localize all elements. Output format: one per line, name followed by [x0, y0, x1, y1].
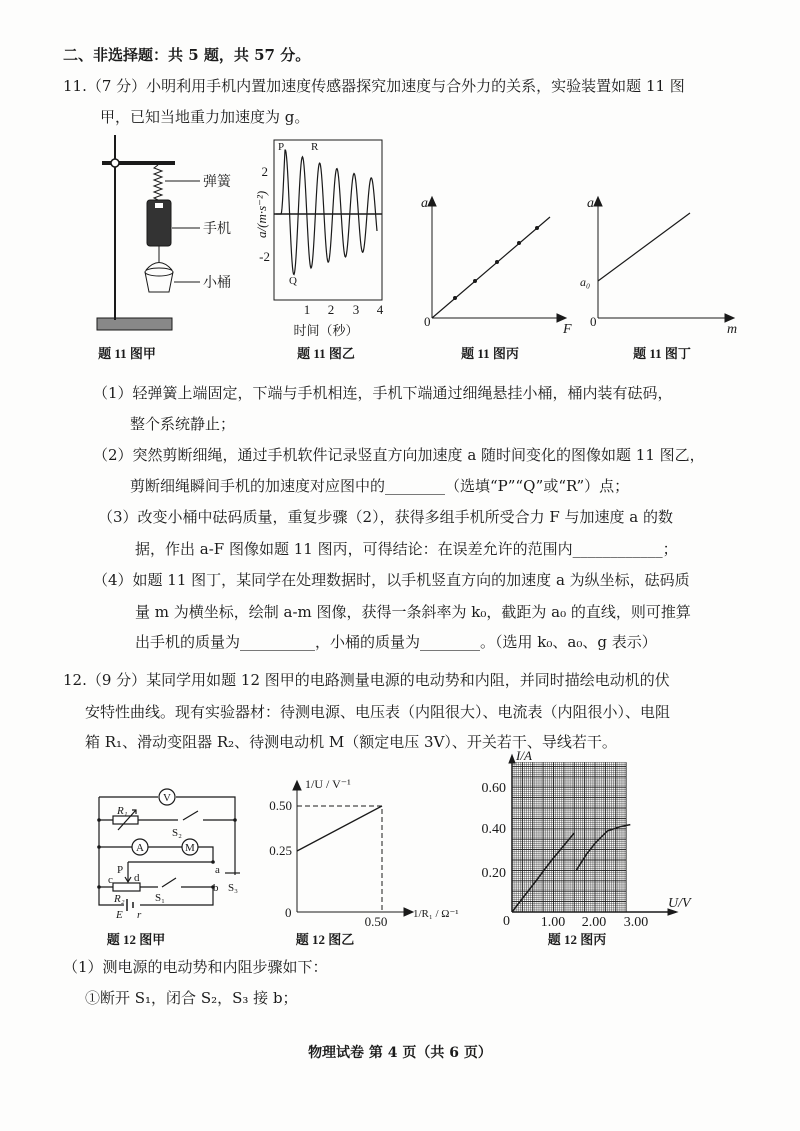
- fig12a-label: a: [215, 864, 220, 876]
- q12-step-1: ①断开 S₁，闭合 S₂，S₃ 接 b；: [85, 989, 298, 1007]
- q11-step-1: （1）轻弹簧上端固定，下端与手机相连，手机下端通过细绳悬挂小桶，桶内装有砝码，: [93, 384, 673, 402]
- fig11c-origin: 0: [424, 314, 431, 329]
- fig12b-ytick: 0.25: [269, 843, 292, 858]
- fig11b-ylabel: a/(m·s⁻²): [254, 190, 269, 238]
- resistor-box-R1-icon: [113, 816, 138, 824]
- fig12a-label: b: [213, 882, 219, 894]
- fig12a-label: E: [116, 909, 123, 921]
- battery-icon: [127, 899, 133, 911]
- section-heading: 二、非选择题：共 5 题，共 57 分。: [63, 46, 311, 64]
- data-point: [453, 296, 457, 300]
- stand-base: [97, 318, 172, 330]
- q12-sub-1: （1）测电源的电动势和内阻步骤如下：: [63, 958, 328, 976]
- fig12c-xlabel: U/V: [668, 896, 691, 911]
- fig12a-label: S₂: [172, 827, 182, 839]
- data-point: [517, 241, 521, 245]
- fig12a-caption: 题 12 图甲: [106, 932, 166, 947]
- fig11d-origin: 0: [590, 314, 597, 329]
- fig11a-apparatus: [97, 135, 200, 330]
- q11-step-2: （2）突然剪断细绳，通过手机软件记录竖直方向加速度 a 随时间变化的图像如题 11 图乙，: [93, 446, 705, 464]
- label-bucket: 小桶: [203, 276, 231, 291]
- fig11c-fit-line: [432, 217, 550, 318]
- fig12c-xtick: 1.00: [540, 915, 566, 930]
- q11-step-3: （3）改变小桶中砝码质量，重复步骤（2），获得多组手机所受合力 F 与加速度 a 的数: [98, 508, 674, 526]
- fig11b-xtick: 1: [303, 302, 311, 317]
- fig12a-label: r: [137, 909, 142, 921]
- spring-icon: [154, 165, 162, 200]
- bucket-rim: [145, 268, 173, 276]
- q12-stem-line: 12.（9 分）某同学用如题 12 图甲的电路测量电源的电动势和内阻，并同时描绘电动机的伏: [63, 671, 670, 689]
- fig11b-xlabel: 时间（秒）: [293, 323, 359, 338]
- fig12b-xlabel: 1/R₁ / Ω⁻¹: [413, 908, 459, 920]
- fig12a-label: R₂: [114, 893, 125, 905]
- q11-step-3-cont: 据，作出 a-F 图像如题 11 图丙，可得结论：在误差允许的范围内____________；: [135, 540, 678, 558]
- q11-step-4: （4）如题 11 图丁，某同学在处理数据时，以手机竖直方向的加速度 a 为纵坐标，砝码质: [93, 571, 690, 589]
- fig12c-xtick: 2.00: [581, 915, 607, 930]
- q11-step-1-cont: 整个系统静止；: [130, 415, 236, 433]
- clamp-icon: [111, 159, 119, 167]
- fig11c-ylabel: a: [421, 196, 428, 211]
- fig12c-ytick: 0.20: [481, 866, 506, 881]
- point-R-label: R: [311, 141, 319, 153]
- q11-step-4-cont: 出手机的质量为__________，小桶的质量为________。（选用 k₀、a₀、g 表示）: [135, 633, 657, 651]
- page-footer: 物理试卷 第 4 页（共 6 页）: [308, 1045, 492, 1061]
- q11-step-4-cont: 量 m 为横坐标，绘制 a-m 图像，获得一条斜率为 k₀，截距为 a₀ 的直线，则可推算: [135, 603, 691, 621]
- fig12b-origin: 0: [285, 905, 292, 920]
- fig12a-label: A: [136, 842, 144, 854]
- fig11a-caption: 题 11 图甲: [98, 346, 156, 361]
- fig11c-xlabel: F: [563, 322, 572, 337]
- data-point: [495, 260, 499, 264]
- fig12b-ylabel: 1/U / V⁻¹: [305, 777, 351, 791]
- label-phone: 手机: [203, 222, 231, 237]
- q11-stem-line: 11.（7 分）小明利用手机内置加速度传感器探究加速度与合外力的关系，实验装置如题 11 图: [63, 77, 685, 95]
- fig12a-label: c: [108, 874, 113, 886]
- fig12c-caption: 题 12 图丙: [547, 932, 607, 947]
- label-spring: 弹簧: [203, 175, 231, 190]
- q11-stem-line: 甲，已知当地重力加速度为 g。: [100, 108, 310, 126]
- fig12c-xtick: 3.00: [623, 915, 649, 930]
- fig12b-line: [297, 806, 382, 851]
- fig12c-origin: 0: [503, 914, 510, 929]
- fig12c-ytick: 0.60: [481, 781, 506, 796]
- point-Q-label: Q: [289, 275, 297, 287]
- fig12a-label: S₁: [155, 892, 165, 904]
- q12-stem-line: 箱 R₁、滑动变阻器 R₂、待测电动机 M（额定电压 3V）、开关若干、导线若干。: [85, 733, 617, 751]
- fig12b-caption: 题 12 图乙: [295, 932, 355, 947]
- fig12c-ylabel: I/A: [516, 748, 532, 763]
- point-P-label: P: [278, 141, 285, 153]
- fig11b-xtick: 4: [376, 302, 384, 317]
- rheostat-R2-icon: [113, 883, 140, 891]
- fig11d-line: [598, 213, 690, 281]
- fig12a-label: d: [134, 872, 140, 884]
- q12-stem-line: 安特性曲线。现有实验器材：待测电源、电压表（内阻很大）、电流表（内阻很小）、电阻: [85, 703, 671, 721]
- fig11d-xlabel: m: [727, 322, 738, 337]
- fig12b-ytick: 0.50: [269, 798, 292, 813]
- fig11c-caption: 题 11 图丙: [461, 346, 519, 361]
- q11-step-2-cont: 剪断细绳瞬间手机的加速度对应图中的________（选填“P”“Q”或“R”）点；: [130, 477, 630, 495]
- fig11d-ylabel: a: [587, 196, 594, 211]
- fig11b-caption: 题 11 图乙: [297, 346, 355, 361]
- fig12b-dashed-guides: [297, 806, 382, 912]
- fig11b-acceleration-curve: [276, 150, 377, 274]
- fig11d-caption: 题 11 图丁: [633, 346, 691, 361]
- fig11d-intercept-label: a₀: [580, 275, 591, 289]
- fig12a-label: R₁: [117, 805, 128, 817]
- fig11b-ytick: 2: [261, 164, 268, 179]
- fig12b-xtick: 0.50: [364, 914, 388, 929]
- fig11b-xtick: 3: [352, 302, 360, 317]
- fig12a-label: V: [163, 792, 171, 804]
- data-point: [473, 279, 477, 283]
- fig12a-label: M: [185, 842, 195, 854]
- data-point: [535, 226, 539, 230]
- fig11b-xtick: 2: [327, 302, 335, 317]
- fig12a-label: P: [117, 864, 124, 876]
- fig11b-ytick: -2: [259, 249, 270, 264]
- fig12c-ytick: 0.40: [481, 822, 506, 837]
- fig12a-label: S₃: [228, 882, 238, 894]
